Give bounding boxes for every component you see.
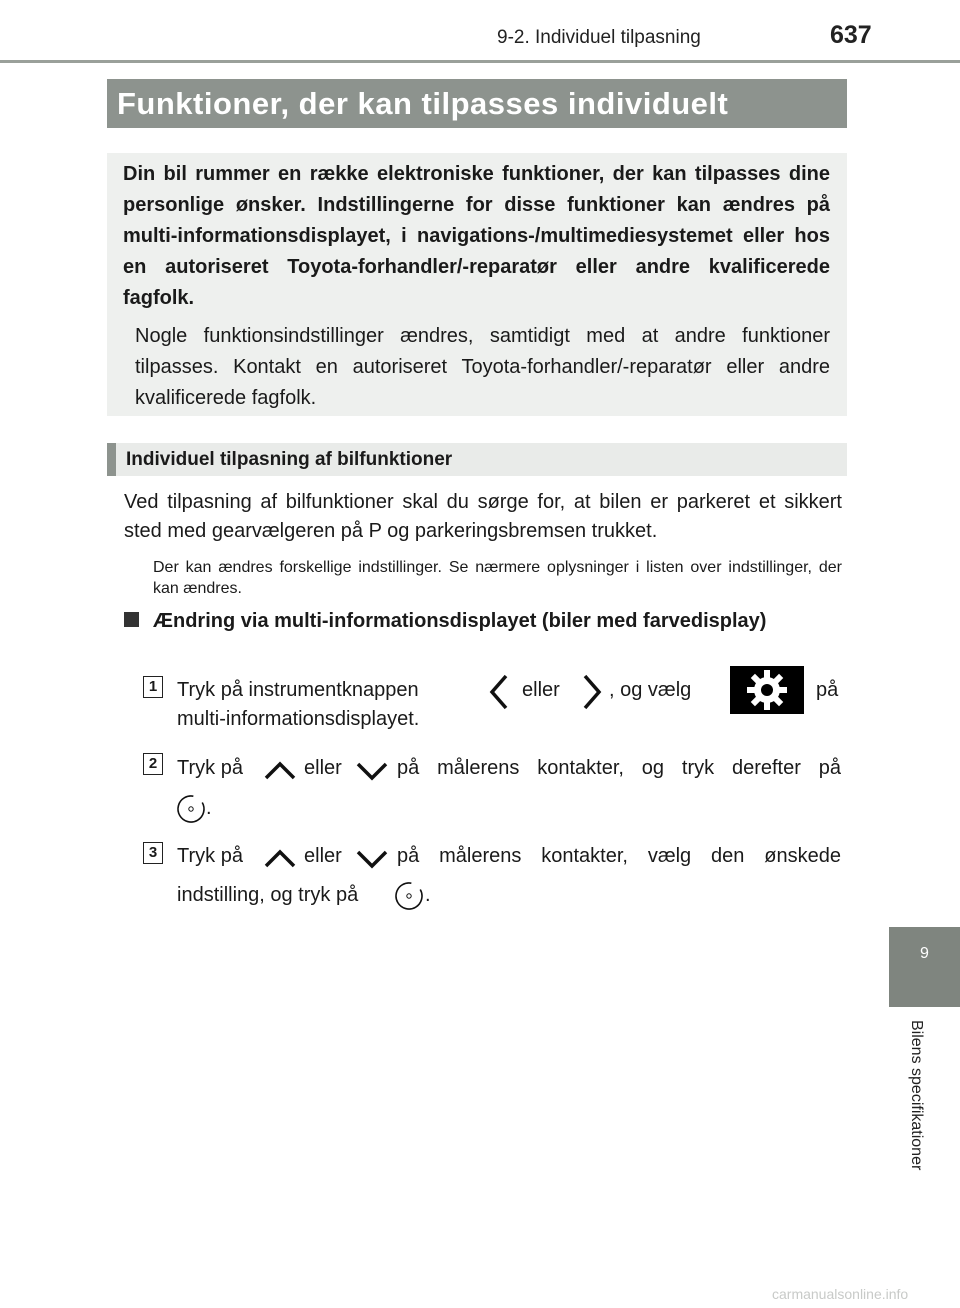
- subsection-small-note: Der kan ændres forskellige indstillinger. Se nærmere oplysninger i listen over indstillinger, der kan ændres.: [153, 559, 842, 597]
- page-title: Funktioner, der kan tilpasses individuelt: [107, 79, 847, 128]
- intro-box: [107, 153, 847, 416]
- ok-button-icon: [394, 879, 428, 913]
- ok-button-icon: [176, 792, 210, 826]
- chapter-tab: [889, 927, 960, 1007]
- chevron-down-icon: [354, 758, 390, 782]
- chevron-down-icon: [354, 846, 390, 870]
- page-number: 637: [830, 21, 872, 49]
- step1-text-c: , og vælg: [609, 679, 692, 701]
- step-number-3: 3: [143, 842, 163, 864]
- step-number-1: 1: [143, 676, 163, 698]
- step-number-2: 2: [143, 753, 163, 775]
- chapter-label: Bilens specifikationer: [908, 1020, 925, 1171]
- intro-bold-text: Din bil rummer en række elektroniske funktioner, der kan tilpasses dine personlige ønsker. Indstillingerne for disse funktioner kan ændres på multi-informationsdisplayet, i navigations-/multimediesystemet eller hos en autoriseret Toyota-forhandler/-reparatør eller andre kvalificerede fagfolk.: [123, 163, 830, 309]
- watermark: carmanualsonline.info: [772, 1286, 909, 1302]
- header-section-title: 9-2. Individuel tilpasning: [497, 27, 701, 48]
- chevron-left-icon: [486, 672, 512, 712]
- subsection-paragraph: Ved tilpasning af bilfunktioner skal du sørge for, at bilen er parkeret et sikkert sted med gearvælgeren på P og parkeringsbremsen trukket.: [124, 491, 842, 542]
- chapter-number: 9: [920, 945, 929, 962]
- step3-text-e: .: [425, 884, 431, 906]
- step1-text-d: på: [816, 679, 839, 701]
- step2-text-d: .: [206, 797, 212, 819]
- gear-icon: [730, 666, 804, 714]
- step3-text-b: eller: [304, 845, 342, 867]
- bullet-square-icon: [124, 612, 139, 627]
- step2-text-a: Tryk på: [177, 757, 243, 779]
- step2-text-c: på målerens kontakter, og tryk derefter på: [397, 757, 841, 779]
- gear-icon-box: [730, 666, 804, 714]
- step2-text-b: eller: [304, 757, 342, 779]
- step1-text-e: multi-informationsdisplayet.: [177, 708, 420, 730]
- step3-text-d: indstilling, og tryk på: [177, 884, 359, 906]
- subsection-title: Individuel tilpasning af bilfunktioner: [107, 443, 847, 476]
- header-divider: [0, 60, 960, 63]
- step1-text-b: eller: [522, 679, 560, 701]
- step3-text-a: Tryk på: [177, 845, 243, 867]
- bullet-heading: Ændring via multi-informationsdisplayet (biler med farvedisplay): [153, 610, 767, 632]
- intro-note-text: Nogle funktionsindstillinger ændres, samtidigt med at andre funktioner tilpasses. Kontakt en autoriseret Toyota-forhandler/-reparatør eller andre kvalificerede fagfolk.: [135, 325, 830, 409]
- chevron-up-icon: [262, 758, 298, 782]
- chevron-up-icon: [262, 846, 298, 870]
- step1-text-a: Tryk på instrumentknappen: [177, 679, 419, 701]
- chevron-right-icon: [579, 672, 605, 712]
- step3-text-c: på målerens kontakter, vælg den ønskede: [397, 845, 841, 867]
